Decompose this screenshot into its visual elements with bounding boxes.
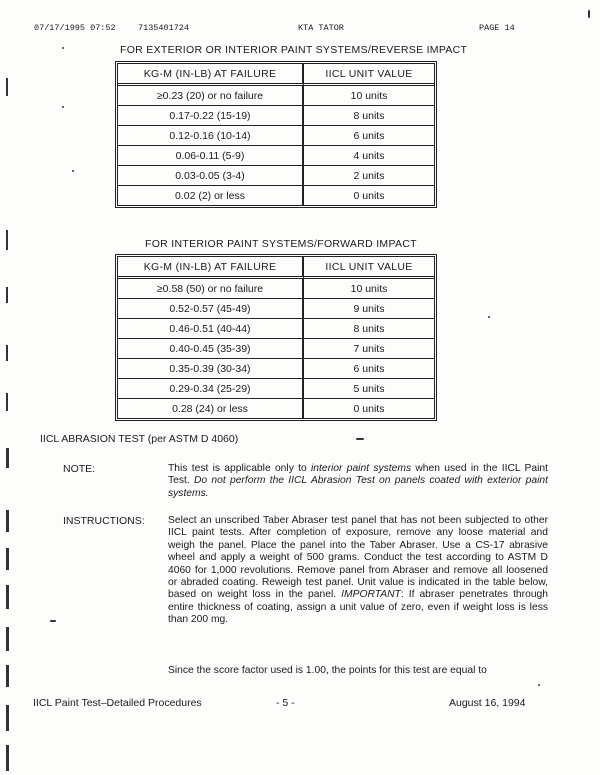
table1-col-failure-header: KG-M (IN-LB) AT FAILURE <box>118 64 304 86</box>
instructions-text-part: : If abraser penetrates through entire thickness of coating, assign a unit value of zero, even if weight loss is less than 200 mg. <box>168 589 548 626</box>
failure-range-cell: ≥0.58 (50) or no failure <box>118 279 304 299</box>
instructions-text-part: Select an unscribed Taber Abraser test panel that has not been subjected to other IICL paint tests. After completion of exposure, remove any loose material and weigh the panel. Place the panel into the Taber Abraser. Use a CS-17 abrasive wheel and apply a weight of 500 grams. Conduct the test according to ASTM D 4060 for 1,000 revolutions. Remove panel from Abraser and remove all loosened or abraded coating. Reweigh test panel. Unit value is indicated in the table below, based on weight loss in the panel. <box>168 515 548 601</box>
table-row <box>118 86 434 106</box>
table2-title: FOR INTERIOR PAINT SYSTEMS/FORWARD IMPACT <box>145 238 417 250</box>
failure-range-cell: 0.12-0.16 (10-14) <box>118 126 304 146</box>
failure-range-cell: 0.46-0.51 (40-44) <box>118 319 304 339</box>
scan-mark <box>6 230 8 250</box>
fax-company: KTA TATOR <box>298 23 344 33</box>
abrasion-test-title: IICL ABRASION TEST (per ASTM D 4060) <box>40 433 239 445</box>
table-row <box>118 186 434 205</box>
scan-speck <box>62 106 64 108</box>
failure-range-cell: 0.06-0.11 (5-9) <box>118 146 304 166</box>
scan-mark <box>6 345 8 361</box>
fax-phone: 7135401724 <box>138 23 190 33</box>
table1-title: FOR EXTERIOR OR INTERIOR PAINT SYSTEMS/REVERSE IMPACT <box>120 44 468 56</box>
unit-value-cell: 4 units <box>304 146 434 166</box>
footer-page-number: - 5 - <box>276 697 295 709</box>
instructions-label: INSTRUCTIONS: <box>63 515 145 527</box>
failure-range-cell: 0.52-0.57 (45-49) <box>118 299 304 319</box>
forward-impact-table <box>115 254 437 421</box>
score-factor-text: Since the score factor used is 1.00, the points for this test are equal to <box>168 665 487 676</box>
failure-range-cell: ≥0.23 (20) or no failure <box>118 86 304 106</box>
fax-page: PAGE 14 <box>479 23 515 33</box>
scan-mark <box>6 510 9 532</box>
unit-value-cell: 8 units <box>304 106 434 126</box>
table-row <box>118 299 434 319</box>
note-text-part: when used in the IICL Paint Test. <box>168 463 548 487</box>
unit-value-cell: 6 units <box>304 359 434 379</box>
scan-speck <box>62 47 64 49</box>
unit-value-cell: 5 units <box>304 379 434 399</box>
note-warning: Do not perform the IICL Abrasion Test on panels coated with exterior paint systems. <box>168 475 548 499</box>
scan-speck <box>356 438 364 440</box>
scan-mark <box>6 627 9 651</box>
scan-speck <box>588 10 590 18</box>
scan-mark <box>6 393 8 411</box>
failure-range-cell: 0.17-0.22 (15-19) <box>118 106 304 126</box>
unit-value-cell: 0 units <box>353 402 385 415</box>
important-label: IMPORTANT <box>341 589 401 601</box>
table-row <box>118 106 434 126</box>
table2-col-failure-header: KG-M (IN-LB) AT FAILURE <box>118 257 304 279</box>
scan-mark <box>6 78 8 96</box>
scan-speck <box>538 684 540 686</box>
failure-range-cell: 0.03-0.05 (3-4) <box>118 166 304 186</box>
unit-value-cell: 8 units <box>304 319 434 339</box>
table-row <box>118 146 434 166</box>
table-row <box>118 339 434 359</box>
unit-value-cell: 0 units <box>353 189 385 202</box>
failure-range-cell: 0.28 (24) or less <box>118 399 304 418</box>
unit-value-cell: 6 units <box>304 126 434 146</box>
note-emphasis: interior paint systems <box>310 463 412 474</box>
note-text <box>168 463 548 500</box>
failure-range-cell: 0.29-0.34 (25-29) <box>118 379 304 399</box>
failure-range-cell: 0.35-0.39 (30-34) <box>118 359 304 379</box>
unit-value-cell: 10 units <box>304 86 434 106</box>
table2-col-value-header: IICL UNIT VALUE <box>304 257 434 279</box>
table-row <box>118 379 434 399</box>
table-row <box>118 319 434 339</box>
failure-range-cell: 0.02 (2) or less <box>118 186 304 205</box>
unit-value-cell: 9 units <box>304 299 434 319</box>
scan-mark <box>6 287 8 303</box>
note-text-part: This test is applicable only to <box>168 463 311 474</box>
table-row <box>118 279 434 299</box>
unit-value-cell: 2 units <box>304 166 434 186</box>
table-row <box>118 166 434 186</box>
unit-value-cell: 7 units <box>304 339 434 359</box>
footer-date: August 16, 1994 <box>449 697 526 709</box>
scan-speck <box>72 170 74 172</box>
unit-value-cell: 10 units <box>304 279 434 299</box>
note-label: NOTE: <box>63 463 96 475</box>
reverse-impact-table <box>115 61 437 208</box>
table-row <box>118 359 434 379</box>
table1-col-value-header: IICL UNIT VALUE <box>304 64 434 86</box>
failure-range-cell: 0.40-0.45 (35-39) <box>118 339 304 359</box>
scan-mark <box>6 745 9 771</box>
scan-mark <box>6 705 9 731</box>
scan-mark <box>6 448 9 468</box>
scan-mark <box>6 548 9 570</box>
scan-speck <box>50 620 56 622</box>
scan-mark <box>6 665 9 687</box>
scan-speck <box>488 316 490 318</box>
table-row <box>118 126 434 146</box>
fax-header <box>34 23 574 37</box>
instructions-text <box>168 515 548 627</box>
fax-datetime: 07/17/1995 07:52 <box>34 23 116 33</box>
scan-mark <box>6 585 9 609</box>
footer-doc-title: IICL Paint Test–Detailed Procedures <box>33 697 202 709</box>
table-row <box>118 399 434 418</box>
